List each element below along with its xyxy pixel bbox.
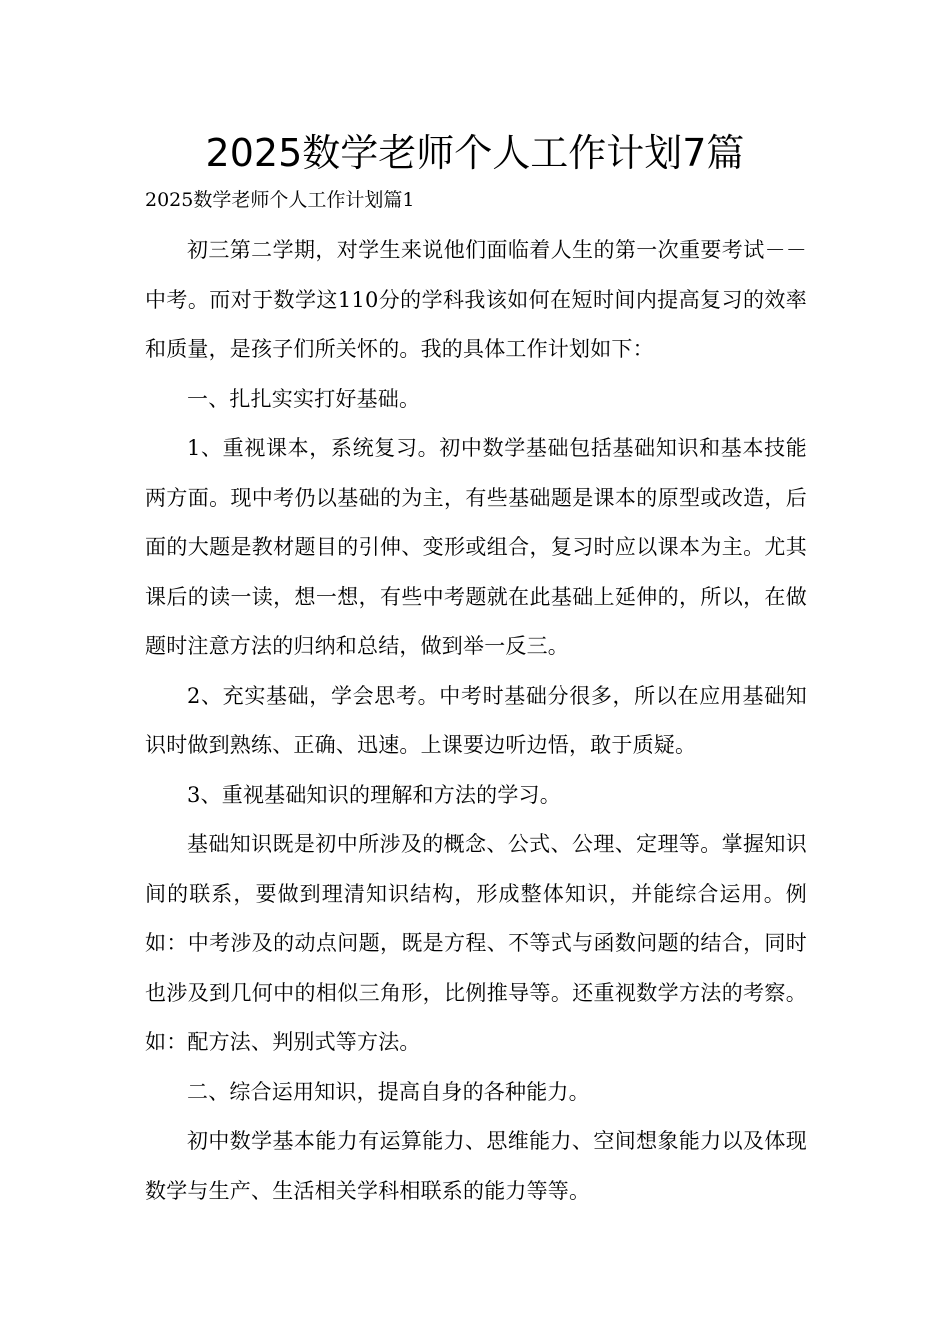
paragraph-intro: 初三第二学期，对学生来说他们面临着人生的第一次重要考试－－中考。而对于数学这110分的学科我该如何在短时间内提高复习的效率和质量，是孩子们所关怀的。我的具体工作计划如下： bbox=[145, 238, 807, 361]
document-body bbox=[145, 226, 807, 1216]
paragraph-heading-1: 一、扎扎实实打好基础。 bbox=[187, 386, 421, 411]
paragraph-heading-2: 二、综合运用知识，提高自身的各种能力。 bbox=[187, 1079, 590, 1104]
paragraph-point-1: 1、重视课本，系统复习。初中数学基础包括基础知识和基本技能两方面。现中考仍以基础的为主，有些基础题是课本的原型或改造，后面的大题是教材题目的引伸、变形或组合，复习时应以课本为主。尤其课后的读一读，想一想，有些中考题就在此基础上延伸的，所以，在做题时注意方法的归纳和总结，做到举一反三。 bbox=[145, 436, 807, 658]
paragraph-basic-knowledge: 基础知识既是初中所涉及的概念、公式、公理、定理等。掌握知识间的联系，要做到理清知识结构，形成整体知识，并能综合运用。例如：中考涉及的动点问题，既是方程、不等式与函数问题的结合，同时也涉及到几何中的相似三角形，比例推导等。还重视数学方法的考察。如：配方法、判别式等方法。 bbox=[145, 832, 807, 1054]
paragraph-point-3: 3、重视基础知识的理解和方法的学习。 bbox=[187, 782, 561, 807]
paragraph-point-2: 2、充实基础，学会思考。中考时基础分很多，所以在应用基础知识时做到熟练、正确、迅速。上课要边听边悟，敢于质疑。 bbox=[145, 683, 807, 757]
paragraph-abilities: 初中数学基本能力有运算能力、思维能力、空间想象能力以及体现数学与生产、生活相关学科相联系的能力等等。 bbox=[145, 1129, 807, 1203]
section-heading: 2025数学老师个人工作计划篇1 bbox=[145, 189, 415, 211]
document-title: 2025数学老师个人工作计划7篇 bbox=[205, 131, 745, 175]
